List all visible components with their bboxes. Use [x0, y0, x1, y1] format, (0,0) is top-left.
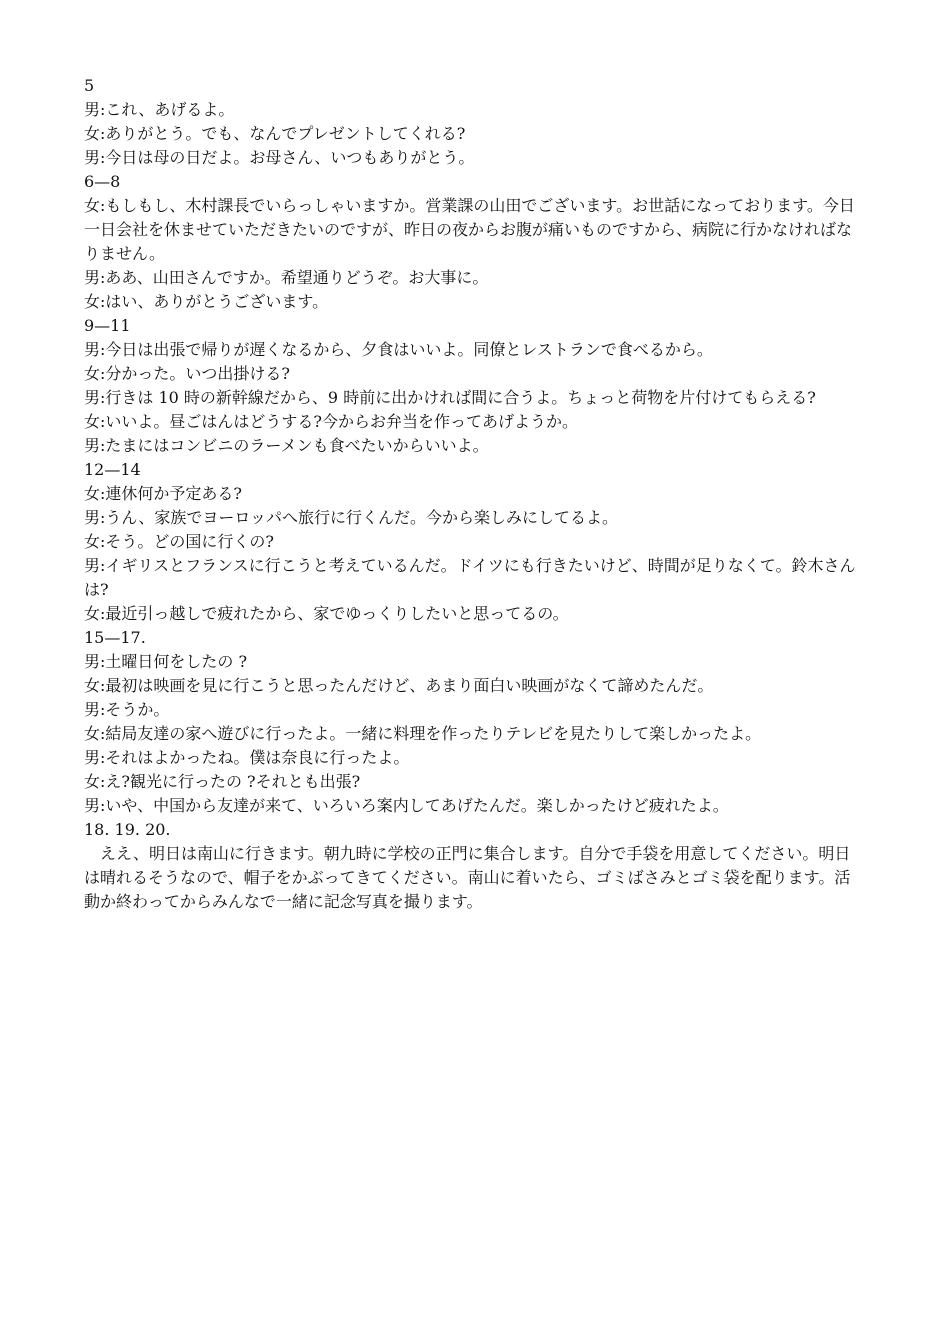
- dialogue-line: 男:そうか。: [84, 700, 170, 719]
- dialogue-line: 女:いいよ。昼ごはんはどうする?今からお弁当を作ってあげようか。: [84, 412, 578, 431]
- section-number: 18. 19. 20.: [84, 820, 171, 839]
- section-12-14: [84, 458, 860, 626]
- dialogue-line: 男:ああ、山田さんですか。希望通りどうぞ。お大事に。: [84, 268, 489, 287]
- dialogue-line: 女:もしもし、木村課長でいらっしゃいますか。営業課の山田でございます。お世話になっております。今日一日会社を休ませていただきたいのですが、昨日の夜からお腹が痛いものですから、病院に行かなければなりません。: [84, 196, 855, 263]
- section-number: 12—14: [84, 460, 141, 479]
- dialogue-line: 男:今日は母の日だよ。お母さん、いつもありがとう。: [84, 148, 475, 167]
- dialogue-line: 男:いや、中国から友達が来て、いろいろ案内してあげたんだ。楽しかったけど疲れたよ。: [84, 796, 729, 815]
- dialogue-line: 女:え?観光に行ったの ?それとも出張?: [84, 772, 361, 791]
- dialogue-line: 男:イギリスとフランスに行こうと考えているんだ。ドイツにも行きたいけど、時間が足りなくて。鈴木さんは?: [84, 556, 856, 599]
- dialogue-line: 女:結局友達の家へ遊びに行ったよ。一緒に料理を作ったりテレビを見たりして楽しかったよ。: [84, 724, 762, 743]
- section-15-17: [84, 626, 860, 818]
- dialogue-line: 女:最初は映画を見に行こうと思ったんだけど、あまり面白い映画がなくて諦めたんだ。: [84, 676, 714, 695]
- section-number: 9—11: [84, 316, 131, 335]
- dialogue-line: 女:そう。どの国に行くの?: [84, 532, 274, 551]
- dialogue-line: 男:たまにはコンビニのラーメンも食べたいからいいよ。: [84, 436, 489, 455]
- section-18-20: [84, 818, 860, 914]
- dialogue-line: 男:それはよかったね。僕は奈良に行ったよ。: [84, 748, 410, 767]
- dialogue-line: 女:はい、ありがとうございます。: [84, 292, 329, 311]
- section-6-8: [84, 170, 860, 314]
- section-9-11: [84, 314, 860, 458]
- section-number: 5: [84, 76, 95, 95]
- dialogue-line: 男:今日は出張で帰りが遅くなるから、夕食はいいよ。同僚とレストランで食べるから。: [84, 340, 713, 359]
- dialogue-line: 女:連休何か予定ある?: [84, 484, 242, 503]
- dialogue-line: 男:土曜日何をしたの ?: [84, 652, 248, 671]
- narration-paragraph: ええ、明日は南山に行きます。朝九時に学校の正門に集合します。自分で手袋を用意してください。明日は晴れるそうなので、帽子をかぶってきてください。南山に着いたら、ゴミばさみとゴミ袋を配ります。活動か終わってからみんなで一緒に記念写真を撮ります。: [84, 844, 851, 911]
- dialogue-line: 女:分かった。いつ出掛ける?: [84, 364, 290, 383]
- dialogue-line: 男:うん、家族でヨーロッパへ旅行に行くんだ。今から楽しみにしてるよ。: [84, 508, 619, 527]
- dialogue-line: 男:行きは 10 時の新幹線だから、9 時前に出かければ間に合うよ。ちょっと荷物を片付けてもらえる?: [84, 388, 816, 407]
- dialogue-line: 男:これ、あげるよ。: [84, 100, 235, 119]
- section-number: 15—17.: [84, 628, 146, 647]
- dialogue-line: 女:最近引っ越しで疲れたから、家でゆっくりしたいと思ってるの。: [84, 604, 569, 623]
- section-5: [84, 74, 860, 170]
- section-number: 6—8: [84, 172, 121, 191]
- dialogue-line: 女:ありがとう。でも、なんでプレゼントしてくれる?: [84, 124, 466, 143]
